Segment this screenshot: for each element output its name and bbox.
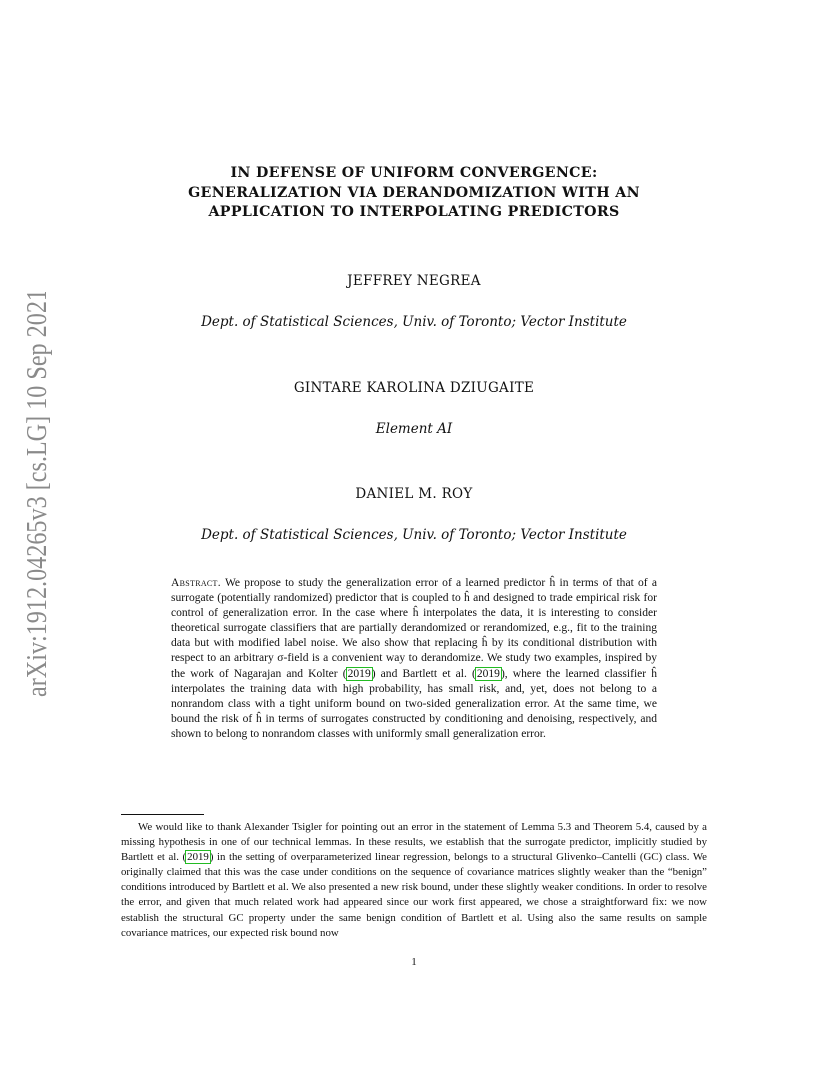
title-line-3: APPLICATION TO INTERPOLATING PREDICTORS — [208, 204, 620, 220]
citation-link-bartlett[interactable]: 2019 — [476, 667, 500, 680]
title-line-1: IN DEFENSE OF UNIFORM CONVERGENCE: — [230, 165, 598, 181]
paper-title — [100, 164, 728, 223]
abstract-text-3: ), where the learned classifier ĥ interpolates the training data with high probability, has small risk, and, yet, does not belong to a nonrandom class with a tight uniform bound on two-sided generalization error. At the same time, we bound the risk of ĥ in terms of surrogates constructed by conditioning and denoising, respectively, and shown to belong to nonrandom classes with uniformly small generalization error. — [171, 667, 658, 740]
abstract — [171, 576, 657, 742]
author-affiliation-3: Dept. of Statistical Sciences, Univ. of Toronto; Vector Institute — [201, 527, 627, 543]
footnote-rule — [121, 814, 204, 815]
footnote-text-1: We would like to thank Alexander Tsigler for pointing out an error in the statement of Lemma 5.3 and Theorem 5.4, caused by a missing hypothesis in one of our technical lemmas. In these results, we establish that the surrogate predictor, implicitly studied by Bartlett et al. ( — [121, 821, 707, 864]
abstract-heading: Abstract. — [171, 577, 221, 589]
abstract-text-2: ) and Bartlett et al. ( — [371, 667, 476, 680]
footnote-citation-link-bartlett[interactable]: 2019 — [187, 851, 209, 864]
author-name-3: DANIEL M. ROY — [355, 486, 473, 502]
citation-link-nagarajan-kolter[interactable]: 2019 — [347, 667, 371, 680]
abstract-text-1: We propose to study the generalization error of a learned predictor ĥ in terms of that of a surrogate (potentially randomized) predictor that is coupled to ĥ and designed to trade empirical risk for control of generalization error. In the case where ĥ interpolates the data, it is interesting to consider theoretical surrogate classifiers that are partially derandomized or rerandomized, e.g., fit to the training data but with modified label noise. We also show that replacing ĥ by its conditional distribution with respect to an arbitrary σ-field is a convenient way to derandomize. We study two examples, inspired by the work of Nagarajan and Kolter ( — [171, 577, 657, 680]
footnote-text-2: ) in the setting of overparameterized linear regression, belongs to a structural Glivenko–Cantelli (GC) class. We originally claimed that this was the case under conditions on the sequence of covariance matrices slightly weaker than the “benign” conditions introduced by Bartlett et al. We also presented a new risk bound, under these slightly weaker conditions. In order to resolve the error, and given that much related work had appeared since our work first appeared, we chose a straightforward fix: we now establish the structural GC property under the same benign condition of Bartlett et al. Using also the same results on sample covariance matrices, our expected risk bound now — [121, 851, 707, 939]
author-name-2: GINTARE KAROLINA DZIUGAITE — [293, 380, 535, 396]
author-affiliation-2: Element AI — [375, 421, 453, 437]
title-line-2: GENERALIZATION VIA DERANDOMIZATION WITH AN — [188, 184, 640, 201]
footnote — [121, 820, 707, 941]
arxiv-stamp-text: arXiv:1912.04265v3 [cs.LG] 10 Sep 2021 — [22, 292, 53, 697]
arxiv-stamp — [10, 292, 60, 702]
author-affiliation-1: Dept. of Statistical Sciences, Univ. of Toronto; Vector Institute — [201, 314, 627, 330]
author-name-1: JEFFREY NEGREA — [347, 273, 481, 289]
page-number: 1 — [411, 956, 417, 968]
